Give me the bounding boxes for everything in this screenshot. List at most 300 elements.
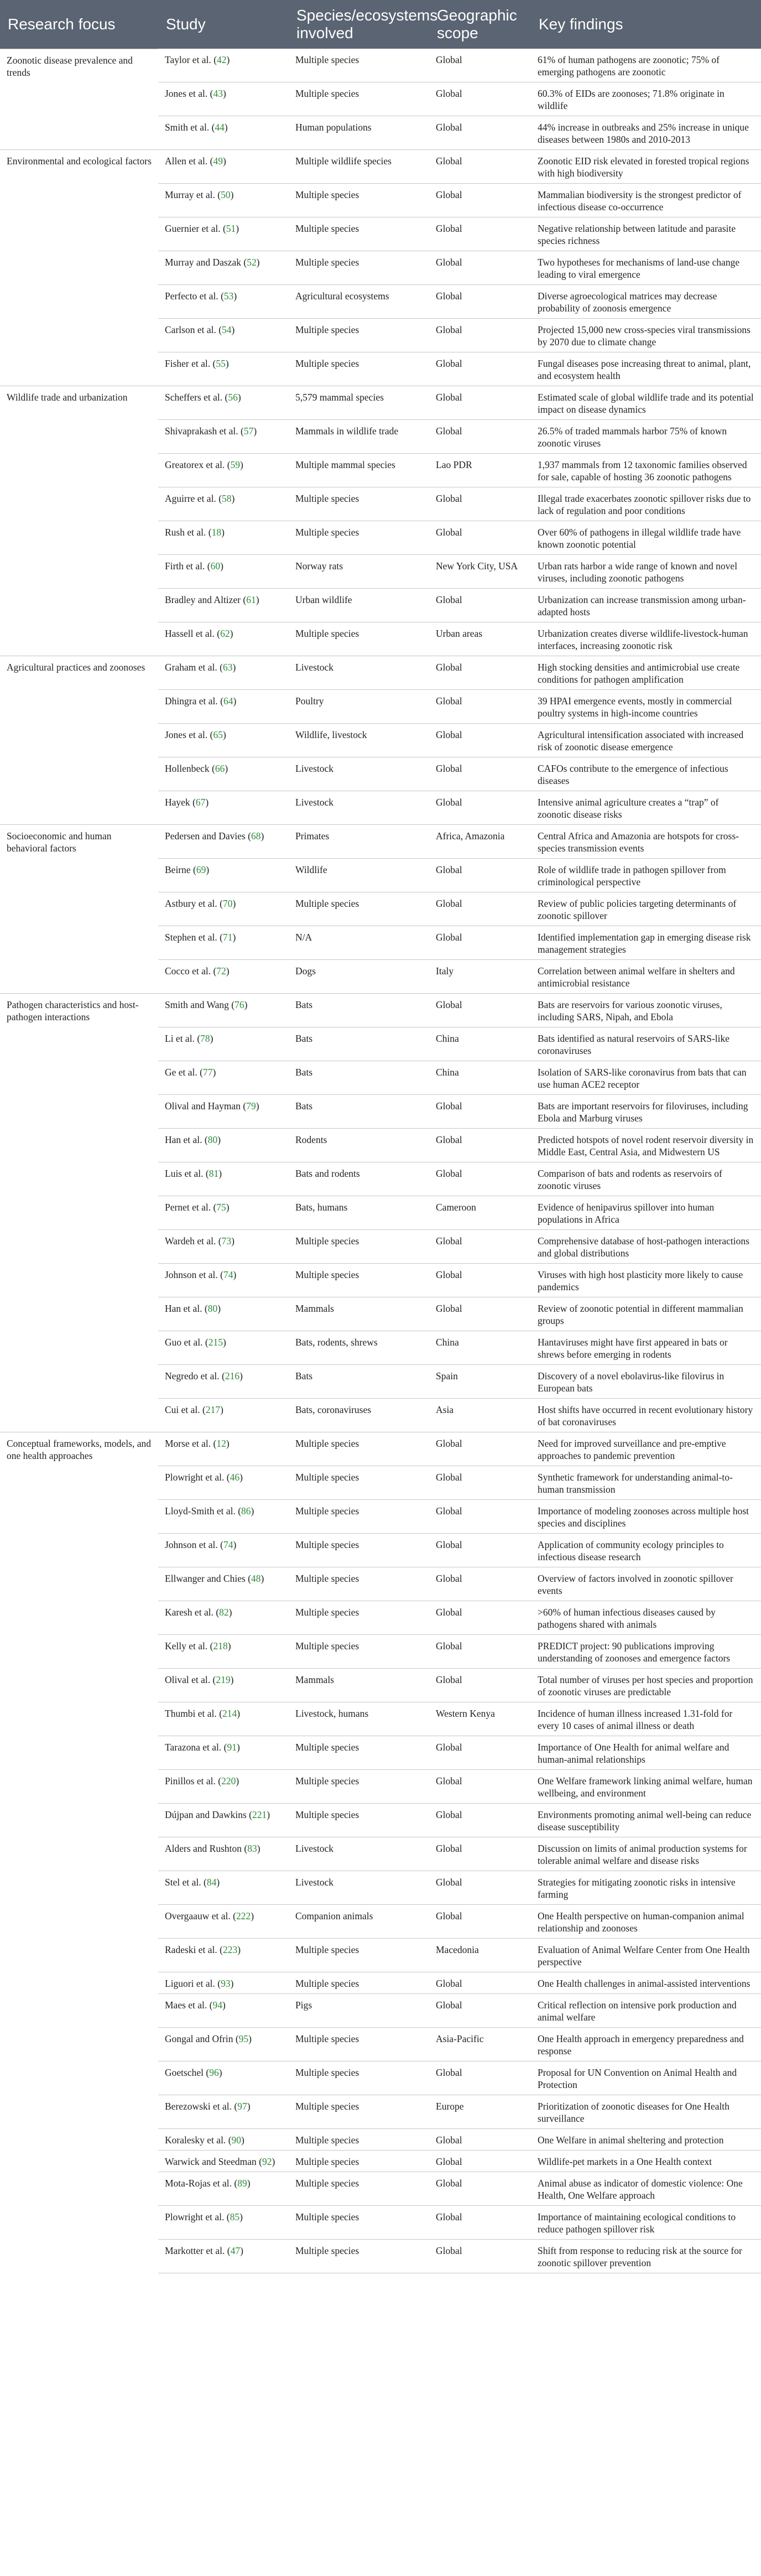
study-cell: Wardeh et al. (73) bbox=[158, 1230, 289, 1264]
study-name: Thumbi et al. bbox=[165, 1708, 217, 1719]
reference-link[interactable]: 85 bbox=[230, 2211, 240, 2222]
header-row bbox=[0, 0, 761, 49]
scope-cell: Global bbox=[429, 2129, 531, 2151]
reference-link[interactable]: 97 bbox=[237, 2101, 247, 2112]
scope-cell: Global bbox=[429, 690, 531, 724]
study-name: Stephen et al. bbox=[165, 932, 217, 943]
research-focus-cell: Conceptual frameworks, models, and one health approaches bbox=[0, 1432, 158, 2273]
reference-link[interactable]: 92 bbox=[262, 2156, 272, 2167]
species-cell: Wildlife bbox=[289, 859, 429, 892]
study-name: Berezowski et al. bbox=[165, 2101, 232, 2112]
finding-cell: Urban rats harbor a wide range of known and novel viruses, including zoonotic pathogens bbox=[531, 555, 761, 589]
reference-link[interactable]: 47 bbox=[230, 2245, 241, 2256]
finding-cell: Host shifts have occurred in recent evolutionary history of bat coronaviruses bbox=[531, 1399, 761, 1432]
reference-link[interactable]: 223 bbox=[222, 1944, 238, 1955]
species-cell: Multiple species bbox=[289, 49, 429, 82]
scope-cell: Global bbox=[429, 2061, 531, 2095]
scope-cell: Global bbox=[429, 859, 531, 892]
species-cell: Mammals in wildlife trade bbox=[289, 420, 429, 454]
reference-link[interactable]: 77 bbox=[203, 1067, 213, 1078]
finding-cell: One Health perspective on human-companion animal relationship and zoonoses bbox=[531, 1905, 761, 1939]
species-cell: Multiple species bbox=[289, 2172, 429, 2206]
reference-link[interactable]: 84 bbox=[206, 1877, 217, 1888]
header-research-focus: Research focus bbox=[0, 0, 158, 49]
study-name: Aguirre et al. bbox=[165, 493, 216, 504]
finding-cell: Viruses with high host plasticity more likely to cause pandemics bbox=[531, 1264, 761, 1297]
scope-cell: Global bbox=[429, 1837, 531, 1871]
scope-cell: Global bbox=[429, 589, 531, 622]
species-cell: Multiple species bbox=[289, 2240, 429, 2273]
species-cell: Multiple species bbox=[289, 2061, 429, 2095]
study-name: Murray et al. bbox=[165, 189, 215, 200]
scope-cell: China bbox=[429, 1331, 531, 1365]
scope-cell: China bbox=[429, 1027, 531, 1061]
species-cell: Agricultural ecosystems bbox=[289, 285, 429, 319]
study-name: Stel et al. bbox=[165, 1877, 201, 1888]
study-name: Ellwanger and Chies bbox=[165, 1573, 246, 1584]
reference-link[interactable]: 219 bbox=[216, 1674, 231, 1685]
study-name: Firth et al. bbox=[165, 560, 205, 572]
reference-link[interactable]: 79 bbox=[246, 1100, 256, 1112]
reference-link[interactable]: 215 bbox=[208, 1337, 223, 1348]
study-cell: Cocco et al. (72) bbox=[158, 960, 289, 994]
scope-cell: Global bbox=[429, 1736, 531, 1770]
species-cell: Multiple species bbox=[289, 1500, 429, 1534]
reference-link[interactable]: 66 bbox=[215, 763, 225, 774]
scope-cell: Global bbox=[429, 184, 531, 217]
scope-cell: Global bbox=[429, 1500, 531, 1534]
scope-cell: Global bbox=[429, 116, 531, 150]
scope-cell: Italy bbox=[429, 960, 531, 994]
reference-link[interactable]: 61 bbox=[246, 594, 256, 605]
scope-cell: Global bbox=[429, 1432, 531, 1466]
study-name: Han et al. bbox=[165, 1134, 202, 1145]
study-cell: Beirne (69) bbox=[158, 859, 289, 892]
study-cell: Pinillos et al. (220) bbox=[158, 1770, 289, 1804]
finding-cell: Correlation between animal welfare in shelters and antimicrobial resistance bbox=[531, 960, 761, 994]
reference-link[interactable]: 95 bbox=[238, 2033, 249, 2044]
species-cell: Multiple wildlife species bbox=[289, 150, 429, 184]
species-cell: Multiple species bbox=[289, 487, 429, 521]
study-cell: Kelly et al. (218) bbox=[158, 1635, 289, 1669]
reference-link[interactable]: 72 bbox=[216, 965, 226, 977]
scope-cell: Global bbox=[429, 1129, 531, 1162]
finding-cell: Overview of factors involved in zoonotic spillover events bbox=[531, 1567, 761, 1601]
species-cell: Companion animals bbox=[289, 1905, 429, 1939]
reference-link[interactable]: 57 bbox=[243, 425, 254, 437]
finding-cell: One Welfare framework linking animal welfare, human wellbeing, and environment bbox=[531, 1770, 761, 1804]
finding-cell: CAFOs contribute to the emergence of infectious diseases bbox=[531, 757, 761, 791]
finding-cell: Isolation of SARS-like coronavirus from bats that can use human ACE2 receptor bbox=[531, 1061, 761, 1095]
scope-cell: Spain bbox=[429, 1365, 531, 1399]
finding-cell: Fungal diseases pose increasing threat to animal, plant, and ecosystem health bbox=[531, 352, 761, 386]
finding-cell: Bats are important reservoirs for filoviruses, including Ebola and Marburg viruses bbox=[531, 1095, 761, 1129]
study-name: Kelly et al. bbox=[165, 1640, 208, 1651]
finding-cell: Zoonotic EID risk elevated in forested tropical regions with high biodiversity bbox=[531, 150, 761, 184]
reference-link[interactable]: 218 bbox=[213, 1640, 228, 1651]
scope-cell: Asia bbox=[429, 1399, 531, 1432]
reference-link[interactable]: 75 bbox=[216, 1202, 226, 1213]
reference-link[interactable]: 86 bbox=[241, 1505, 251, 1516]
reference-link[interactable]: 222 bbox=[236, 1910, 251, 1921]
finding-cell: Intensive animal agriculture creates a “trap” of zoonotic disease risks bbox=[531, 791, 761, 825]
finding-cell: Animal abuse as indicator of domestic violence: One Health, One Welfare approach bbox=[531, 2172, 761, 2206]
study-name: Mota-Rojas et al. bbox=[165, 2178, 232, 2189]
reference-link[interactable]: 50 bbox=[221, 189, 231, 200]
reference-link[interactable]: 62 bbox=[220, 628, 230, 639]
study-cell: Berezowski et al. (97) bbox=[158, 2095, 289, 2129]
scope-cell: Global bbox=[429, 2206, 531, 2240]
reference-link[interactable]: 70 bbox=[222, 898, 233, 909]
reference-link[interactable]: 217 bbox=[205, 1404, 221, 1415]
study-name: Overgaauw et al. bbox=[165, 1910, 231, 1921]
study-cell: Bradley and Altizer (61) bbox=[158, 589, 289, 622]
species-cell: Bats and rodents bbox=[289, 1162, 429, 1196]
scope-cell: Global bbox=[429, 251, 531, 285]
scope-cell: Global bbox=[429, 1905, 531, 1939]
study-cell: Han et al. (80) bbox=[158, 1129, 289, 1162]
study-name: Astbury et al. bbox=[165, 898, 217, 909]
species-cell: Bats, rodents, shrews bbox=[289, 1331, 429, 1365]
species-cell: Multiple species bbox=[289, 1432, 429, 1466]
species-cell: Livestock bbox=[289, 791, 429, 825]
study-cell: Gongal and Ofrin (95) bbox=[158, 2028, 289, 2061]
species-cell: Pigs bbox=[289, 1994, 429, 2028]
scope-cell: Global bbox=[429, 1871, 531, 1905]
reference-link[interactable]: 56 bbox=[228, 392, 238, 403]
species-cell: Multiple species bbox=[289, 1567, 429, 1601]
study-name: Dújpan and Dawkins bbox=[165, 1809, 247, 1820]
study-name: Johnson et al. bbox=[165, 1269, 218, 1280]
finding-cell: Over 60% of pathogens in illegal wildlife trade have known zoonotic potential bbox=[531, 521, 761, 555]
reference-link[interactable]: 65 bbox=[213, 729, 223, 740]
study-cell: Radeski et al. (223) bbox=[158, 1939, 289, 1972]
study-name: Tarazona et al. bbox=[165, 1742, 222, 1753]
finding-cell: Central Africa and Amazonia are hotspots for cross-species transmission events bbox=[531, 825, 761, 859]
study-cell: Smith and Wang (76) bbox=[158, 994, 289, 1027]
finding-cell: Application of community ecology principles to infectious disease research bbox=[531, 1534, 761, 1567]
finding-cell: Diverse agroecological matrices may decrease probability of zoonosis emergence bbox=[531, 285, 761, 319]
reference-link[interactable]: 96 bbox=[209, 2067, 219, 2078]
study-cell: Morse et al. (12) bbox=[158, 1432, 289, 1466]
reference-link[interactable]: 68 bbox=[251, 830, 261, 842]
reference-link[interactable]: 89 bbox=[237, 2178, 247, 2189]
scope-cell: Global bbox=[429, 1230, 531, 1264]
study-name: Smith and Wang bbox=[165, 999, 229, 1010]
study-name: Fisher et al. bbox=[165, 358, 211, 369]
species-cell: Multiple species bbox=[289, 892, 429, 926]
reference-link[interactable]: 221 bbox=[252, 1809, 267, 1820]
species-cell: Bats bbox=[289, 994, 429, 1027]
scope-cell: Global bbox=[429, 49, 531, 82]
species-cell: Mammals bbox=[289, 1669, 429, 1702]
study-cell: Negredo et al. (216) bbox=[158, 1365, 289, 1399]
research-focus-cell: Zoonotic disease prevalence and trends bbox=[0, 49, 158, 150]
study-name: Murray and Daszak bbox=[165, 257, 242, 268]
finding-cell: Discovery of a novel ebolavirus-like filovirus in European bats bbox=[531, 1365, 761, 1399]
finding-cell: Predicted hotspots of novel rodent reservoir diversity in Middle East, Central Asia, and Midwestern US bbox=[531, 1129, 761, 1162]
finding-cell: Urbanization creates diverse wildlife-livestock-human interfaces, increasing zoonotic risk bbox=[531, 622, 761, 656]
scope-cell: Global bbox=[429, 724, 531, 757]
finding-cell: 26.5% of traded mammals harbor 75% of known zoonotic viruses bbox=[531, 420, 761, 454]
study-name: Morse et al. bbox=[165, 1438, 211, 1449]
species-cell: Livestock bbox=[289, 1837, 429, 1871]
finding-cell: Environments promoting animal well-being can reduce disease susceptibility bbox=[531, 1804, 761, 1837]
reference-link[interactable]: 55 bbox=[216, 358, 226, 369]
scope-cell: Global bbox=[429, 82, 531, 116]
finding-cell: Agricultural intensification associated with increased risk of zoonotic disease emergence bbox=[531, 724, 761, 757]
study-name: Carlson et al. bbox=[165, 324, 216, 335]
study-cell: Olival and Hayman (79) bbox=[158, 1095, 289, 1129]
scope-cell: Global bbox=[429, 319, 531, 352]
species-cell: Multiple species bbox=[289, 1635, 429, 1669]
study-cell: Astbury et al. (70) bbox=[158, 892, 289, 926]
reference-link[interactable]: 91 bbox=[227, 1742, 237, 1753]
finding-cell: Synthetic framework for understanding animal-to-human transmission bbox=[531, 1466, 761, 1500]
study-name: Negredo et al. bbox=[165, 1370, 220, 1382]
study-cell: Graham et al. (63) bbox=[158, 656, 289, 690]
table-row bbox=[0, 150, 761, 184]
finding-cell: Identified implementation gap in emerging disease risk management strategies bbox=[531, 926, 761, 960]
study-cell: Shivaprakash et al. (57) bbox=[158, 420, 289, 454]
reference-link[interactable]: 48 bbox=[251, 1573, 261, 1584]
scope-cell: Global bbox=[429, 1466, 531, 1500]
scope-cell: Global bbox=[429, 1669, 531, 1702]
study-name: Karesh et al. bbox=[165, 1607, 213, 1618]
study-cell: Hayek (67) bbox=[158, 791, 289, 825]
reference-link[interactable]: 93 bbox=[221, 1978, 231, 1989]
reference-link[interactable]: 60 bbox=[210, 560, 221, 572]
study-name: Taylor et al. bbox=[165, 54, 211, 65]
scope-cell: China bbox=[429, 1061, 531, 1095]
reference-link[interactable]: 69 bbox=[196, 864, 206, 875]
reference-link[interactable]: 74 bbox=[223, 1539, 233, 1550]
study-cell: Johnson et al. (74) bbox=[158, 1264, 289, 1297]
study-cell: Stephen et al. (71) bbox=[158, 926, 289, 960]
study-name: Jones et al. bbox=[165, 88, 208, 99]
species-cell: N/A bbox=[289, 926, 429, 960]
study-cell: Luis et al. (81) bbox=[158, 1162, 289, 1196]
scope-cell: Urban areas bbox=[429, 622, 531, 656]
scope-cell: Global bbox=[429, 1162, 531, 1196]
finding-cell: One Welfare in animal sheltering and protection bbox=[531, 2129, 761, 2151]
finding-cell: Importance of modeling zoonoses across multiple host species and disciplines bbox=[531, 1500, 761, 1534]
finding-cell: Illegal trade exacerbates zoonotic spillover risks due to lack of regulation and poor conditions bbox=[531, 487, 761, 521]
scope-cell: Global bbox=[429, 791, 531, 825]
reference-link[interactable]: 90 bbox=[231, 2134, 242, 2146]
species-cell: Livestock bbox=[289, 1871, 429, 1905]
reference-link[interactable]: 54 bbox=[222, 324, 232, 335]
species-cell: Livestock, humans bbox=[289, 1702, 429, 1736]
reference-link[interactable]: 71 bbox=[222, 932, 233, 943]
finding-cell: One Health challenges in animal-assisted interventions bbox=[531, 1972, 761, 1994]
study-name: Goetschel bbox=[165, 2067, 204, 2078]
table-row bbox=[0, 825, 761, 859]
scope-cell: Macedonia bbox=[429, 1939, 531, 1972]
reference-link[interactable]: 12 bbox=[216, 1438, 226, 1449]
finding-cell: Two hypotheses for mechanisms of land-use change leading to viral emergence bbox=[531, 251, 761, 285]
reference-link[interactable]: 43 bbox=[213, 88, 223, 99]
species-cell: Multiple species bbox=[289, 2095, 429, 2129]
finding-cell: Negative relationship between latitude and parasite species richness bbox=[531, 217, 761, 251]
reference-link[interactable]: 67 bbox=[195, 797, 206, 808]
study-cell: Smith et al. (44) bbox=[158, 116, 289, 150]
scope-cell: Global bbox=[429, 521, 531, 555]
study-cell: Koralesky et al. (90) bbox=[158, 2129, 289, 2151]
study-cell: Tarazona et al. (91) bbox=[158, 1736, 289, 1770]
study-cell: Li et al. (78) bbox=[158, 1027, 289, 1061]
scope-cell: Global bbox=[429, 656, 531, 690]
study-cell: Jones et al. (65) bbox=[158, 724, 289, 757]
scope-cell: Global bbox=[429, 1994, 531, 2028]
study-cell: Lloyd-Smith et al. (86) bbox=[158, 1500, 289, 1534]
species-cell: Multiple species bbox=[289, 319, 429, 352]
reference-link[interactable]: 220 bbox=[221, 1775, 236, 1786]
scope-cell: Western Kenya bbox=[429, 1702, 531, 1736]
scope-cell: Europe bbox=[429, 2095, 531, 2129]
finding-cell: 61% of human pathogens are zoonotic; 75% of emerging pathogens are zoonotic bbox=[531, 49, 761, 82]
finding-cell: >60% of human infectious diseases caused by pathogens shared with animals bbox=[531, 1601, 761, 1635]
scope-cell: Global bbox=[429, 757, 531, 791]
reference-link[interactable]: 49 bbox=[213, 155, 223, 167]
reference-link[interactable]: 214 bbox=[222, 1708, 237, 1719]
species-cell: Multiple species bbox=[289, 1534, 429, 1567]
finding-cell: Review of public policies targeting determinants of zoonotic spillover bbox=[531, 892, 761, 926]
scope-cell: Global bbox=[429, 1095, 531, 1129]
reference-link[interactable]: 81 bbox=[209, 1168, 219, 1179]
study-name: Luis et al. bbox=[165, 1168, 204, 1179]
species-cell: Multiple species bbox=[289, 1939, 429, 1972]
reference-link[interactable]: 216 bbox=[225, 1370, 240, 1382]
species-cell: Multiple species bbox=[289, 251, 429, 285]
study-cell: Taylor et al. (42) bbox=[158, 49, 289, 82]
reference-link[interactable]: 63 bbox=[222, 662, 233, 673]
finding-cell: Role of wildlife trade in pathogen spillover from criminological perspective bbox=[531, 859, 761, 892]
reference-link[interactable]: 80 bbox=[207, 1303, 218, 1314]
study-name: Ge et al. bbox=[165, 1067, 197, 1078]
reference-link[interactable]: 58 bbox=[222, 493, 232, 504]
scope-cell: Africa, Amazonia bbox=[429, 825, 531, 859]
reference-link[interactable]: 53 bbox=[223, 290, 234, 302]
species-cell: Multiple species bbox=[289, 217, 429, 251]
study-cell: Pernet et al. (75) bbox=[158, 1196, 289, 1230]
study-cell: Olival et al. (219) bbox=[158, 1669, 289, 1702]
reference-link[interactable]: 64 bbox=[223, 695, 233, 707]
research-focus-cell: Socioeconomic and human behavioral factors bbox=[0, 825, 158, 994]
reference-link[interactable]: 74 bbox=[223, 1269, 233, 1280]
study-name: Pernet et al. bbox=[165, 1202, 211, 1213]
table-row bbox=[0, 994, 761, 1027]
study-cell: Plowright et al. (46) bbox=[158, 1466, 289, 1500]
study-cell: Maes et al. (94) bbox=[158, 1994, 289, 2028]
study-name: Koralesky et al. bbox=[165, 2134, 226, 2146]
research-focus-cell: Pathogen characteristics and host-pathogen interactions bbox=[0, 994, 158, 1432]
species-cell: Primates bbox=[289, 825, 429, 859]
scope-cell: Global bbox=[429, 2151, 531, 2172]
reference-link[interactable]: 52 bbox=[247, 257, 257, 268]
scope-cell: Global bbox=[429, 1601, 531, 1635]
scope-cell: Global bbox=[429, 2172, 531, 2206]
finding-cell: Evidence of henipavirus spillover into human populations in Africa bbox=[531, 1196, 761, 1230]
study-name: Gongal and Ofrin bbox=[165, 2033, 233, 2044]
study-cell: Hollenbeck (66) bbox=[158, 757, 289, 791]
header-study: Study bbox=[158, 0, 289, 49]
study-cell: Pedersen and Davies (68) bbox=[158, 825, 289, 859]
finding-cell: Mammalian biodiversity is the strongest predictor of infectious disease co-occurrence bbox=[531, 184, 761, 217]
finding-cell: Evaluation of Animal Welfare Center from One Health perspective bbox=[531, 1939, 761, 1972]
study-cell: Markotter et al. (47) bbox=[158, 2240, 289, 2273]
study-cell: Plowright et al. (85) bbox=[158, 2206, 289, 2240]
reference-link[interactable]: 80 bbox=[207, 1134, 218, 1145]
scope-cell: Global bbox=[429, 1635, 531, 1669]
finding-cell: Urbanization can increase transmission among urban-adapted hosts bbox=[531, 589, 761, 622]
study-cell: Murray et al. (50) bbox=[158, 184, 289, 217]
species-cell: Norway rats bbox=[289, 555, 429, 589]
species-cell: Wildlife, livestock bbox=[289, 724, 429, 757]
scope-cell: Global bbox=[429, 352, 531, 386]
finding-cell: 44% increase in outbreaks and 25% increase in unique diseases between 1980s and 2010-2013 bbox=[531, 116, 761, 150]
study-name: Hollenbeck bbox=[165, 763, 210, 774]
study-cell: Han et al. (80) bbox=[158, 1297, 289, 1331]
reference-link[interactable]: 59 bbox=[230, 459, 241, 470]
reference-link[interactable]: 73 bbox=[221, 1235, 232, 1247]
species-cell: Bats bbox=[289, 1027, 429, 1061]
species-cell: Multiple species bbox=[289, 184, 429, 217]
research-focus-cell: Agricultural practices and zoonoses bbox=[0, 656, 158, 825]
reference-link[interactable]: 46 bbox=[230, 1472, 240, 1483]
reference-link[interactable]: 42 bbox=[217, 54, 227, 65]
study-name: Markotter et al. bbox=[165, 2245, 225, 2256]
study-name: Dhingra et al. bbox=[165, 695, 218, 707]
table-row bbox=[0, 656, 761, 690]
study-cell: Warwick and Steedman (92) bbox=[158, 2151, 289, 2172]
species-cell: Multiple species bbox=[289, 2206, 429, 2240]
species-cell: Bats bbox=[289, 1061, 429, 1095]
reference-link[interactable]: 94 bbox=[212, 1999, 222, 2011]
finding-cell: Estimated scale of global wildlife trade and its potential impact on disease dynamics bbox=[531, 386, 761, 420]
study-name: Olival and Hayman bbox=[165, 1100, 241, 1112]
species-cell: Multiple species bbox=[289, 1230, 429, 1264]
header-species: Species/ecosystems involved bbox=[289, 0, 429, 49]
reference-link[interactable]: 76 bbox=[234, 999, 244, 1010]
reference-link[interactable]: 82 bbox=[219, 1607, 229, 1618]
study-name: Johnson et al. bbox=[165, 1539, 218, 1550]
scope-cell: Global bbox=[429, 1770, 531, 1804]
study-name: Perfecto et al. bbox=[165, 290, 218, 302]
scope-cell: Global bbox=[429, 926, 531, 960]
reference-link[interactable]: 44 bbox=[215, 122, 225, 133]
reference-link[interactable]: 51 bbox=[226, 223, 236, 234]
study-cell: Cui et al. (217) bbox=[158, 1399, 289, 1432]
finding-cell: Discussion on limits of animal production systems for tolerable animal welfare and disease risks bbox=[531, 1837, 761, 1871]
scope-cell: Global bbox=[429, 892, 531, 926]
reference-link[interactable]: 78 bbox=[200, 1033, 210, 1044]
scope-cell: Global bbox=[429, 1972, 531, 1994]
study-name: Cui et al. bbox=[165, 1404, 200, 1415]
reference-link[interactable]: 83 bbox=[247, 1843, 257, 1854]
species-cell: Multiple species bbox=[289, 2151, 429, 2172]
finding-cell: One Health approach in emergency preparedness and response bbox=[531, 2028, 761, 2061]
species-cell: Multiple species bbox=[289, 622, 429, 656]
study-name: Li et al. bbox=[165, 1033, 195, 1044]
reference-link[interactable]: 18 bbox=[211, 527, 222, 538]
study-cell: Firth et al. (60) bbox=[158, 555, 289, 589]
finding-cell: Hantaviruses might have first appeared in bats or shrews before emerging in rodents bbox=[531, 1331, 761, 1365]
species-cell: Rodents bbox=[289, 1129, 429, 1162]
species-cell: Multiple species bbox=[289, 2129, 429, 2151]
study-name: Radeski et al. bbox=[165, 1944, 217, 1955]
species-cell: Multiple mammal species bbox=[289, 454, 429, 487]
